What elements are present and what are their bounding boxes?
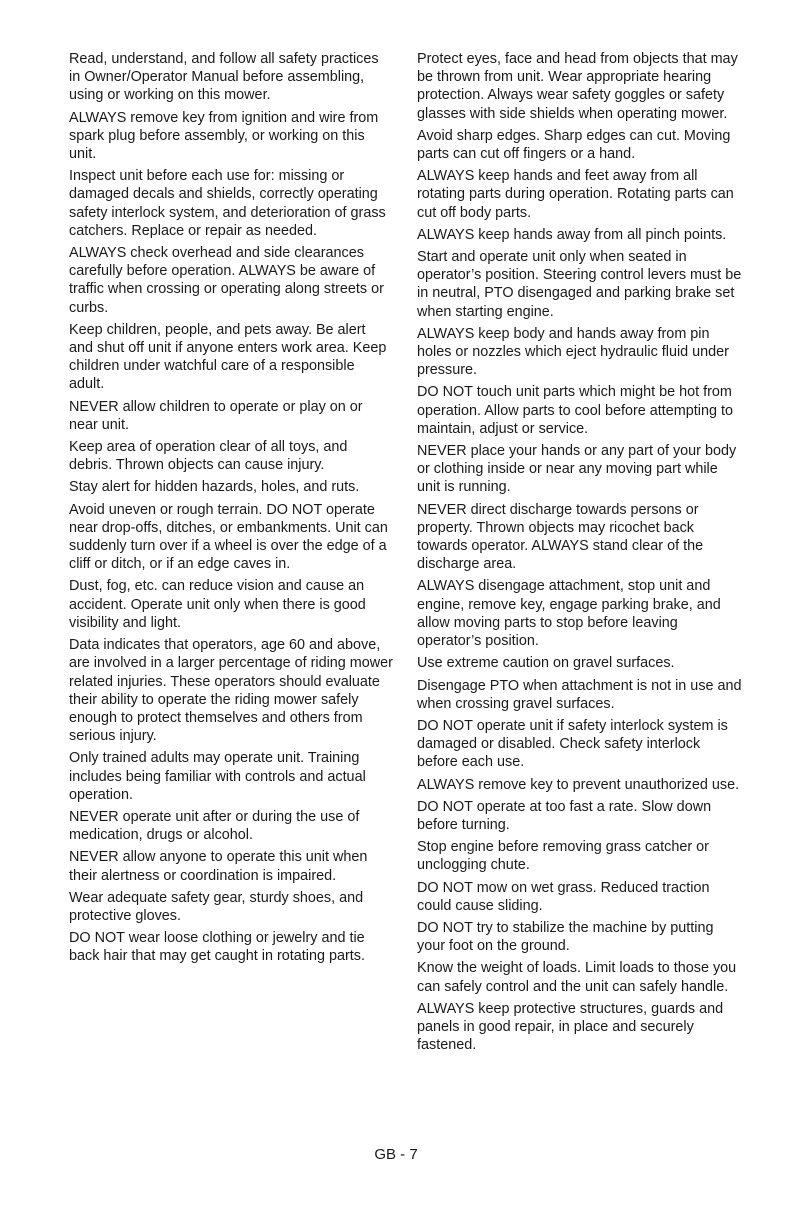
- safety-paragraph: ALWAYS keep body and hands away from pin holes or nozzles which eject hydraulic fluid under pressure.: [417, 325, 729, 379]
- safety-paragraph: Read, understand, and follow all safety practices in Owner/Operator Manual before assembling, using or working on this mower.: [69, 51, 379, 104]
- safety-paragraph: DO NOT wear loose clothing or jewelry and tie back hair that may get caught in rotating parts.: [69, 930, 365, 965]
- safety-paragraph: Disengage PTO when attachment is not in use and when crossing gravel surfaces.: [417, 677, 742, 712]
- safety-paragraph: Keep children, people, and pets away. Be alert and shut off unit if anyone enters work area. Keep children under watchful care of a responsible adult.: [69, 321, 387, 393]
- safety-paragraph: Avoid sharp edges. Sharp edges can cut. Moving parts can cut off fingers or a hand.: [417, 127, 731, 163]
- safety-paragraph: ALWAYS check overhead and side clearances carefully before operation. ALWAYS be aware of traffic when crossing or operating along streets or curbs.: [69, 245, 384, 316]
- safety-paragraph: ALWAYS keep hands and feet away from all rotating parts during operation. Rotating parts can cut off body parts.: [417, 168, 734, 221]
- safety-paragraph: Protect eyes, face and head from objects that may be thrown from unit. Wear appropriate hearing protection. Always wear safety goggles or safety glasses with side shields when operating mower.: [417, 51, 738, 122]
- safety-paragraph: ALWAYS remove key from ignition and wire from spark plug before assembly, or working on this unit.: [69, 109, 379, 163]
- safety-paragraph: Keep area of operation clear of all toys, and debris. Thrown objects can cause injury.: [69, 439, 348, 474]
- safety-paragraph: ALWAYS keep hands away from all pinch points.: [417, 226, 727, 243]
- left-column: [69, 50, 393, 970]
- safety-paragraph: Avoid uneven or rough terrain. DO NOT operate near drop-offs, ditches, or embankments. Unit can suddenly turn over if a wheel is over the edge of a cliff or ditch, or if an edge caves in.: [69, 501, 388, 573]
- safety-paragraph: Dust, fog, etc. can reduce vision and cause an accident. Operate unit only when there is good visibility and light.: [69, 578, 366, 631]
- safety-paragraph: DO NOT operate at too fast a rate. Slow down before turning.: [417, 798, 712, 833]
- safety-paragraph: NEVER allow children to operate or play on or near unit.: [69, 398, 363, 433]
- safety-paragraph: Wear adequate safety gear, sturdy shoes, and protective gloves.: [69, 889, 364, 924]
- right-column: [417, 50, 743, 1058]
- safety-paragraph: Know the weight of loads. Limit loads to those you can safely control and the unit can safely handle.: [417, 960, 737, 995]
- safety-paragraph: DO NOT operate unit if safety interlock system is damaged or disabled. Check safety interlock before each use.: [417, 717, 728, 771]
- safety-paragraph: Stop engine before removing grass catcher or unclogging chute.: [417, 839, 709, 874]
- safety-paragraph: NEVER operate unit after or during the use of medication, drugs or alcohol.: [69, 808, 360, 844]
- safety-paragraph: ALWAYS disengage attachment, stop unit and engine, remove key, engage parking brake, and allow moving parts to stop before leaving operator’s position.: [417, 578, 721, 650]
- safety-paragraph: DO NOT mow on wet grass. Reduced traction could cause sliding.: [417, 879, 710, 914]
- safety-paragraph: NEVER allow anyone to operate this unit when their alertness or coordination is impaired.: [69, 849, 368, 884]
- safety-paragraph: Inspect unit before each use for: missing or damaged decals and shields, correctly operating safety interlock system, and deterioration of grass catchers. Replace or repair as needed.: [69, 168, 386, 239]
- safety-paragraph: NEVER direct discharge towards persons or property. Thrown objects may ricochet back towards operator. ALWAYS stand clear of the discharge area.: [417, 501, 704, 573]
- safety-paragraph: ALWAYS remove key to prevent unauthorized use.: [417, 776, 740, 793]
- safety-paragraph: Stay alert for hidden hazards, holes, and ruts.: [69, 479, 360, 496]
- safety-paragraph: ALWAYS keep protective structures, guards and panels in good repair, in place and securely fastened.: [417, 1000, 724, 1054]
- safety-paragraph: Start and operate unit only when seated in operator’s position. Steering control levers must be in neutral, PTO disengaged and parking brake set when starting engine.: [417, 249, 742, 320]
- safety-paragraph: NEVER place your hands or any part of your body or clothing inside or near any moving part while unit is running.: [417, 443, 737, 496]
- safety-paragraph: DO NOT try to stabilize the machine by putting your foot on the ground.: [417, 919, 714, 955]
- safety-paragraph: DO NOT touch unit parts which might be hot from operation. Allow parts to cool before attempting to maintain, adjust or service.: [417, 384, 733, 437]
- safety-paragraph: Only trained adults may operate unit. Training includes being familiar with controls and actual operation.: [69, 750, 366, 803]
- safety-paragraph: Data indicates that operators, age 60 and above, are involved in a larger percentage of riding mower related injuries. These operators should evaluate their ability to operate the riding mower safely enough to protect themselves and others from serious injury.: [69, 637, 393, 745]
- safety-paragraph: Use extreme caution on gravel surfaces.: [417, 655, 675, 672]
- page-number: GB - 7: [374, 1146, 418, 1163]
